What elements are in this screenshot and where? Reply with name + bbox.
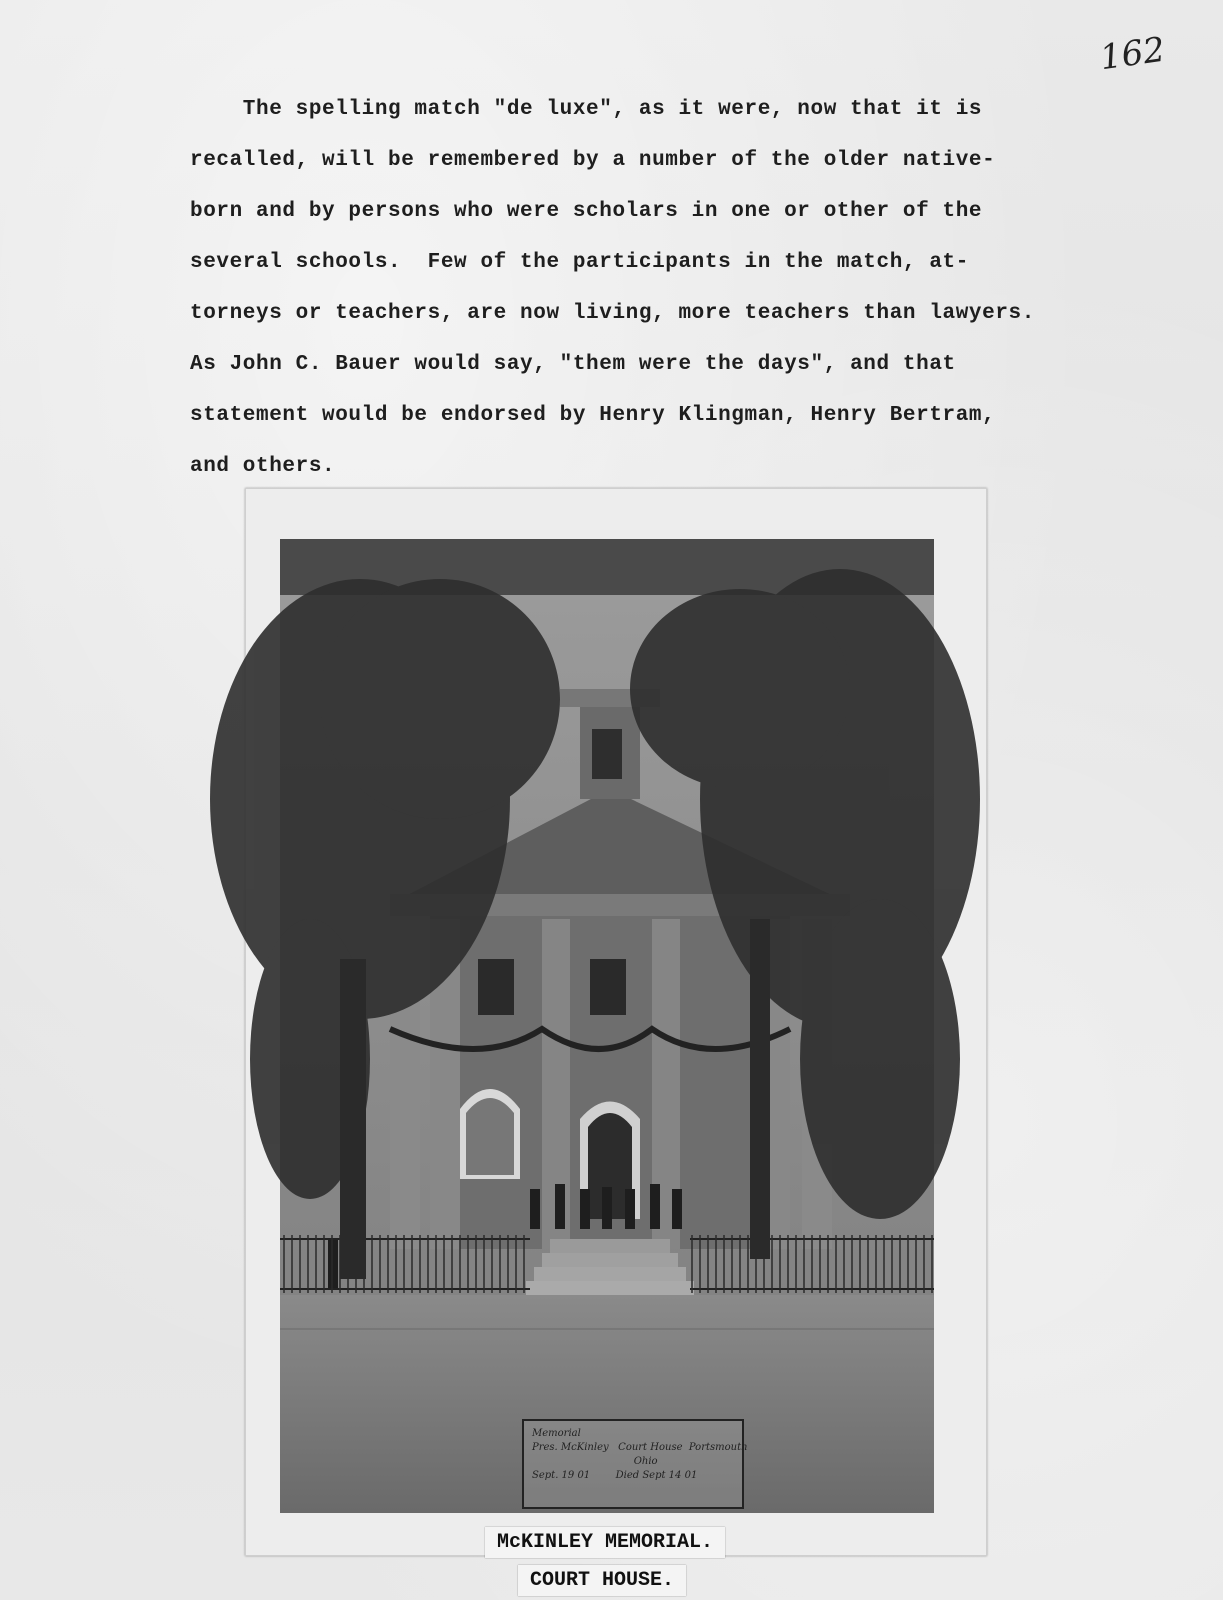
paragraph-line: The spelling match "de luxe", as it were, now that it is [190,98,983,121]
inscription-line: Ohio [532,1456,658,1467]
inscription-line: Sept. 19 01 Died Sept 14 01 [532,1470,698,1481]
paragraph-line: and others. [190,455,336,478]
paragraph-line: born and by persons who were scholars in one or other of the [190,200,983,223]
inscription-line: Pres. McKinley Court House Portsmouth [532,1442,748,1453]
paragraph-line: several schools. Few of the participants in the match, at- [190,251,969,274]
photo-caption-title: McKINLEY MEMORIAL. [485,1527,725,1558]
inscription-line: Memorial [532,1428,581,1439]
body-paragraph [190,84,1150,492]
paragraph-line: torneys or teachers, are now living, more teachers than lawyers. [190,302,1035,325]
photo-inscription [522,1419,748,1509]
courthouse-photograph [280,539,934,1592]
page-number: 162 [1097,29,1168,79]
paragraph-line: As John C. Bauer would say, "them were the days", and that [190,353,956,376]
photo-mount [245,488,987,1592]
paragraph-line: recalled, will be remembered by a number of the older native- [190,149,996,172]
paragraph-line: statement would be endorsed by Henry Klingman, Henry Bertram, [190,404,996,427]
photo-caption-subtitle: COURT HOUSE. [518,1565,686,1596]
courthouse-illustration [280,539,934,1513]
